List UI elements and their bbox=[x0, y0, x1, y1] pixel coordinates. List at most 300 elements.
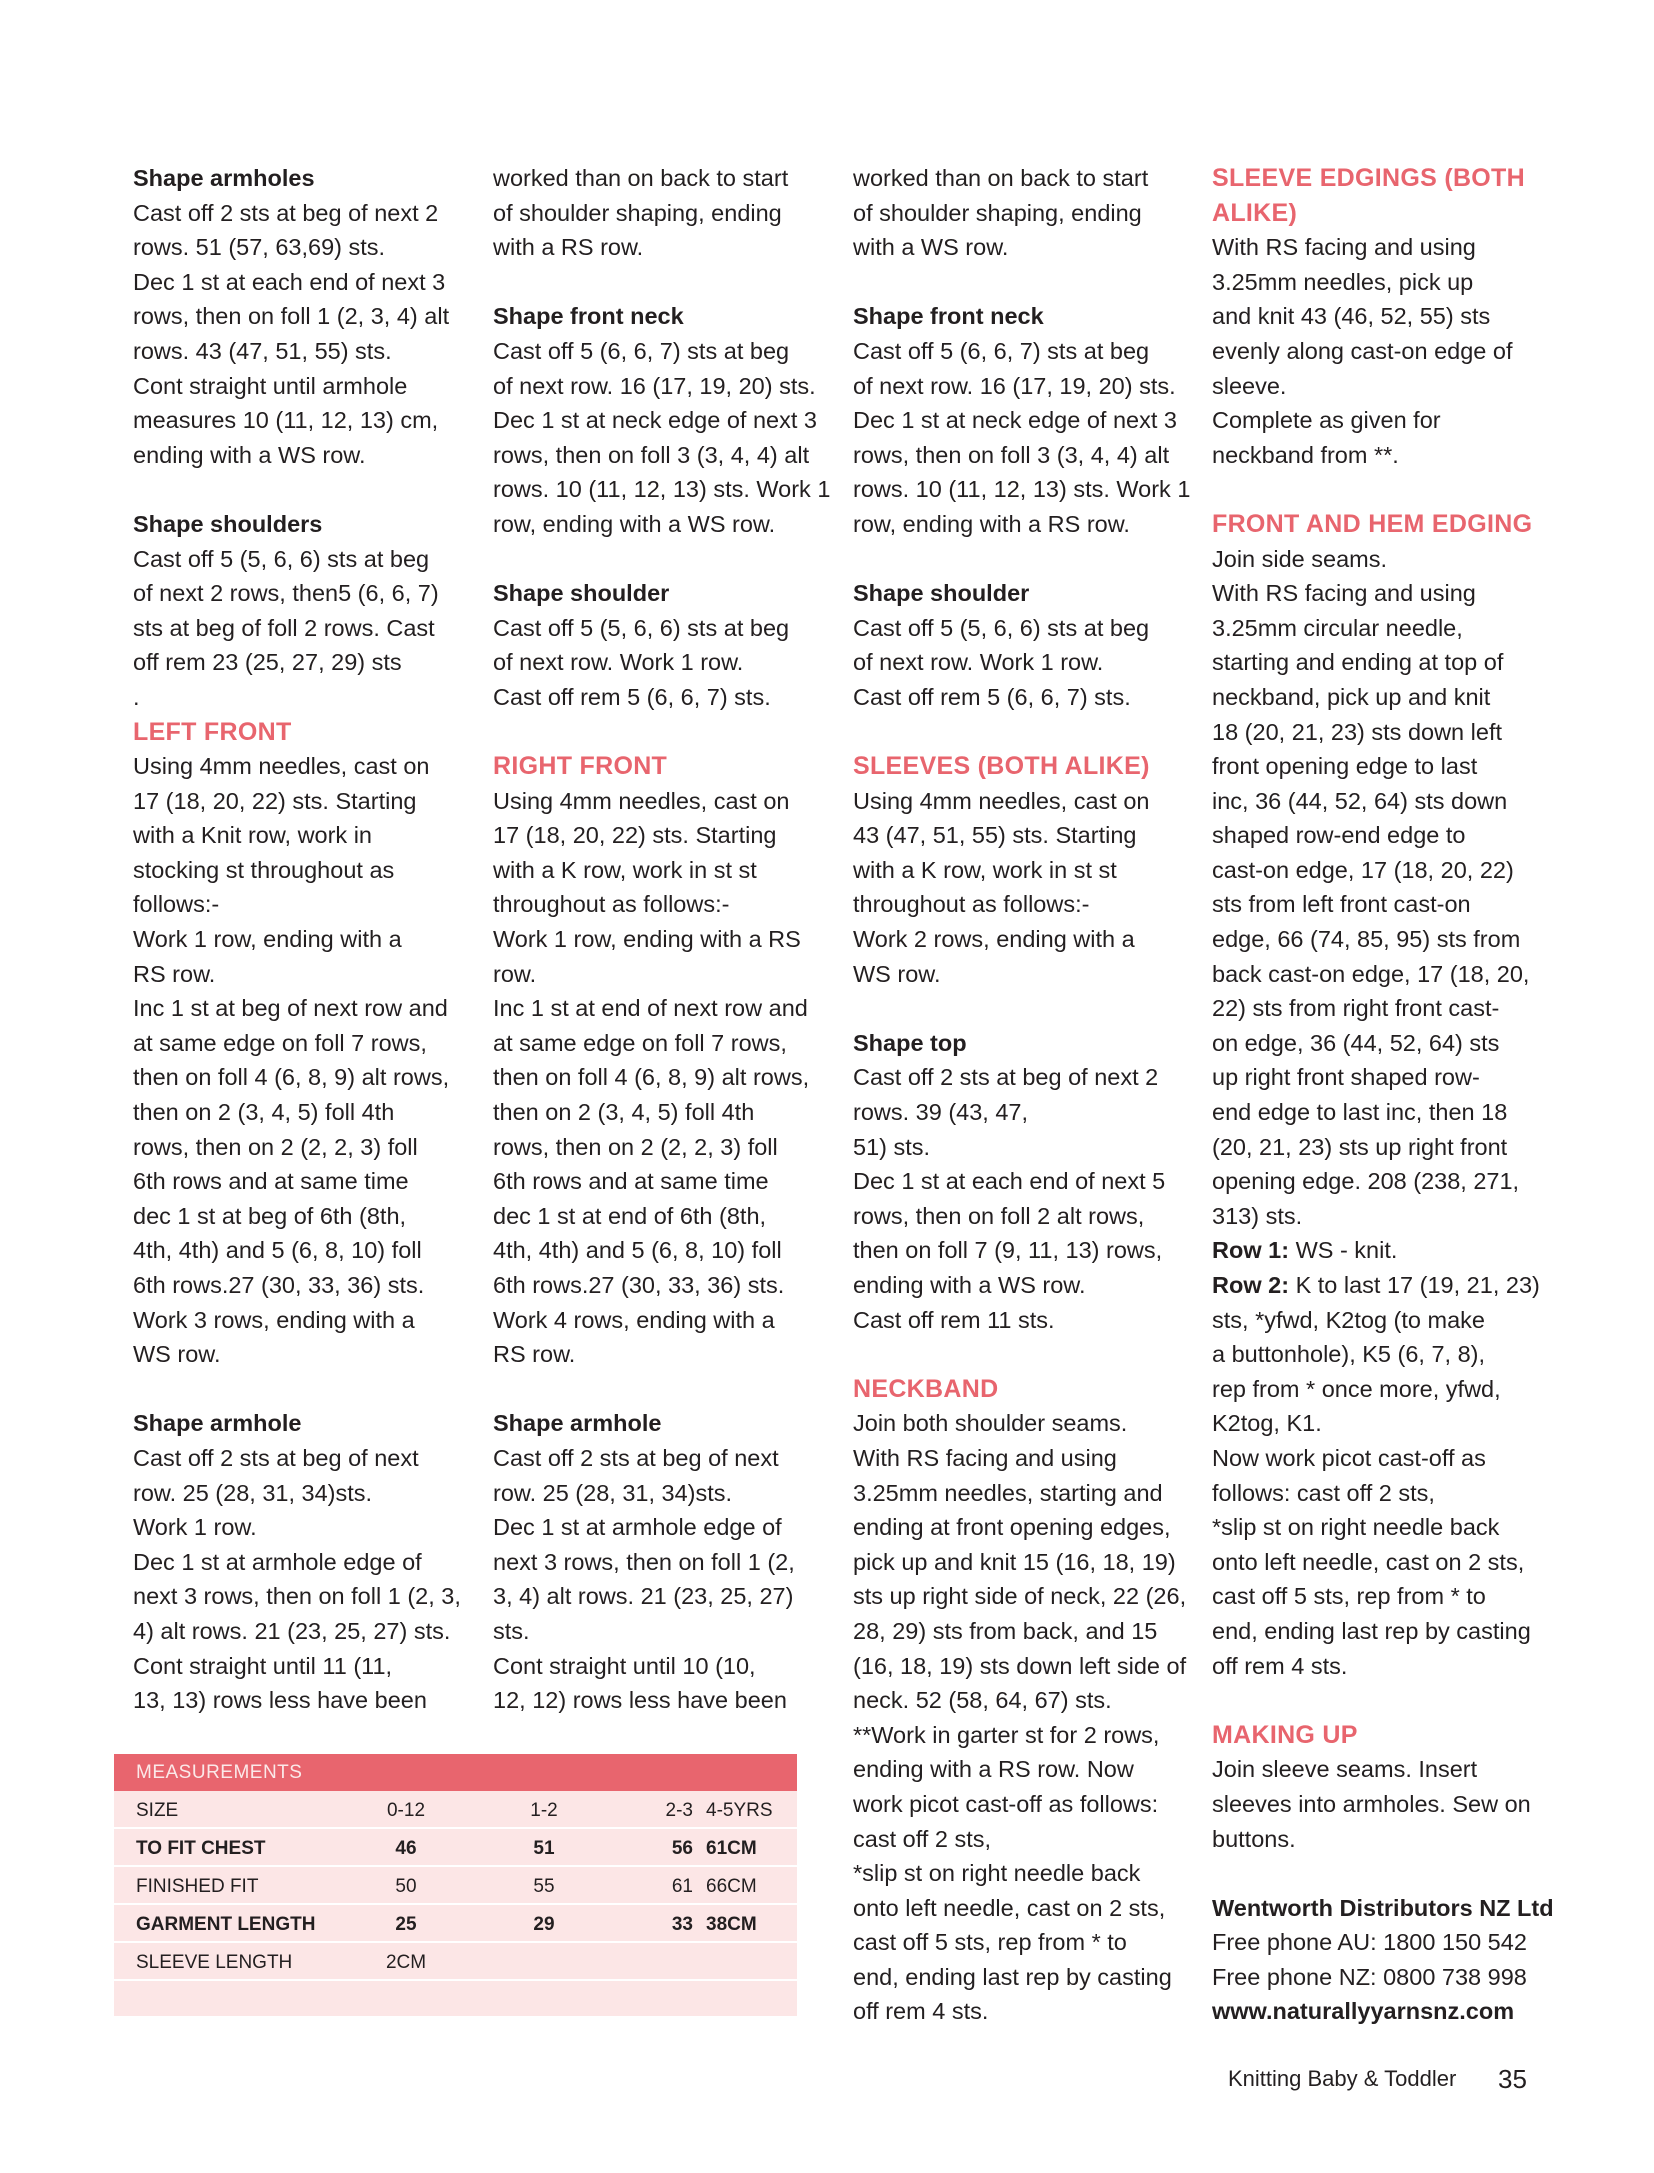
text-line bbox=[853, 1718, 1193, 1753]
line-text: sts at beg of foll 2 rows. Cast bbox=[133, 614, 435, 641]
line-text: stocking st throughout as bbox=[133, 856, 395, 883]
text-line bbox=[133, 438, 473, 473]
line-text: rows, then on foll 3 (3, 4, 4) alt bbox=[493, 441, 810, 468]
text-line bbox=[1212, 1303, 1557, 1338]
line-text: of shoulder shaping, ending bbox=[493, 199, 782, 226]
subheading bbox=[133, 507, 473, 542]
text-line bbox=[853, 1822, 1193, 1857]
text-line bbox=[133, 230, 473, 265]
line-text: With RS facing and using bbox=[1212, 580, 1476, 607]
line-text: rows. 43 (47, 51, 55) sts. bbox=[133, 337, 392, 364]
text-line bbox=[493, 1303, 833, 1338]
line-text: RS row. bbox=[493, 1341, 576, 1368]
line-text: ALIKE) bbox=[1212, 198, 1298, 227]
line-text: Using 4mm needles, cast on bbox=[853, 787, 1150, 814]
line-text: sts, *yfwd, K2tog (to make bbox=[1212, 1306, 1485, 1333]
line-text: SLEEVE EDGINGS (BOTH bbox=[1212, 164, 1525, 192]
line-text: then on foll 4 (6, 8, 9) alt rows, bbox=[493, 1064, 810, 1091]
text-line bbox=[493, 1095, 833, 1130]
row-label: Row 2: bbox=[1212, 1272, 1290, 1298]
text-line bbox=[1212, 1233, 1557, 1268]
line-text: 6th rows.27 (30, 33, 36) sts. bbox=[133, 1272, 425, 1298]
text-line bbox=[1212, 576, 1557, 611]
measurement-row bbox=[114, 1943, 797, 1981]
size-value: 1-2 bbox=[530, 1800, 558, 1821]
text-line bbox=[1212, 1476, 1557, 1511]
subheading bbox=[493, 576, 833, 611]
text-line bbox=[493, 1233, 833, 1268]
line-text: cast off 5 sts, rep from * to bbox=[1212, 1583, 1486, 1610]
line-text: Join sleeve seams. Insert bbox=[1212, 1756, 1478, 1783]
line-text: 17 (18, 20, 22) sts. Starting bbox=[133, 787, 417, 814]
text-line bbox=[1212, 230, 1557, 265]
line-text: ending at front opening edges, bbox=[853, 1514, 1171, 1541]
line-text: WS row. bbox=[133, 1341, 221, 1368]
line-text: rows. 51 (57, 63,69) sts. bbox=[133, 234, 386, 261]
text-line bbox=[133, 1095, 473, 1130]
line-text: Work 1 row, ending with a bbox=[133, 926, 402, 953]
line-text: Free phone NZ: 0800 738 998 bbox=[1212, 1963, 1527, 1990]
text-line bbox=[133, 1510, 473, 1545]
line-text: RS row. bbox=[133, 960, 216, 987]
measurement-row bbox=[114, 1829, 797, 1867]
line-text: Cast off rem 5 (6, 6, 7) sts. bbox=[493, 683, 771, 710]
text-line bbox=[493, 1337, 833, 1372]
text-line bbox=[133, 680, 473, 715]
text-line bbox=[853, 230, 1193, 265]
text-line bbox=[133, 1303, 473, 1338]
text-line bbox=[853, 1268, 1193, 1303]
size-value: 51 bbox=[533, 1838, 555, 1859]
text-line bbox=[1212, 680, 1557, 715]
line-text: Now work picot cast-off as bbox=[1212, 1444, 1486, 1471]
line-text: neckband from **. bbox=[1212, 441, 1399, 468]
line-text: next 3 rows, then on foll 1 (2, 3, bbox=[133, 1583, 461, 1610]
line-text: then on foll 7 (9, 11, 13) rows, bbox=[853, 1237, 1163, 1264]
line-text: Work 1 row. bbox=[133, 1514, 257, 1541]
line-text: ending with a WS row. bbox=[853, 1272, 1086, 1298]
line-text: Dec 1 st at each end of next 5 bbox=[853, 1168, 1166, 1195]
line-text: of next row. Work 1 row. bbox=[853, 649, 1104, 676]
line-text: follows: cast off 2 sts, bbox=[1212, 1479, 1435, 1506]
spacer bbox=[493, 265, 833, 300]
row-label: Row 1: bbox=[1212, 1237, 1290, 1264]
text-line bbox=[853, 1994, 1193, 2029]
line-text: back cast-on edge, 17 (18, 20, bbox=[1212, 960, 1530, 987]
column-3 bbox=[853, 161, 1193, 2029]
line-text: with a WS row. bbox=[853, 234, 1009, 261]
line-text: FRONT AND HEM EDGING bbox=[1212, 509, 1533, 538]
line-text: onto left needle, cast on 2 sts, bbox=[853, 1894, 1166, 1921]
line-text: Cast off 5 (5, 6, 6) sts at beg bbox=[133, 545, 430, 572]
text-line bbox=[1212, 818, 1557, 853]
text-line bbox=[853, 1925, 1193, 1960]
text-line bbox=[853, 818, 1193, 853]
text-line bbox=[1212, 1441, 1557, 1476]
text-line bbox=[493, 1476, 833, 1511]
text-line bbox=[853, 922, 1193, 957]
line-text: 28, 29) sts from back, and 15 bbox=[853, 1617, 1158, 1644]
text-line bbox=[133, 611, 473, 646]
size-value: 46 bbox=[395, 1838, 417, 1859]
text-line bbox=[853, 472, 1193, 507]
line-text: at same edge on foll 7 rows, bbox=[493, 1029, 787, 1056]
spacer bbox=[1212, 1856, 1557, 1891]
text-line bbox=[853, 1545, 1193, 1580]
line-text: Join side seams. bbox=[1212, 545, 1388, 572]
text-line bbox=[853, 853, 1193, 888]
text-line bbox=[853, 1960, 1193, 1995]
spacer bbox=[1212, 1683, 1557, 1718]
line-text: Shape shoulder bbox=[493, 580, 670, 607]
text-line bbox=[1212, 1268, 1557, 1303]
line-text: 22) sts from right front cast- bbox=[1212, 995, 1500, 1022]
line-text: with a K row, work in st st bbox=[853, 856, 1117, 883]
text-line bbox=[133, 991, 473, 1026]
text-line bbox=[493, 922, 833, 957]
line-text: end, ending last rep by casting bbox=[1212, 1617, 1531, 1644]
line-text: rows. 39 (43, 47, bbox=[853, 1099, 1029, 1126]
line-text: Shape front neck bbox=[493, 303, 684, 330]
section-heading bbox=[133, 715, 473, 750]
text-line bbox=[1212, 1164, 1557, 1199]
measurements-title: MEASUREMENTS bbox=[114, 1754, 797, 1791]
line-text: Using 4mm needles, cast on bbox=[493, 787, 790, 814]
line-text: . bbox=[133, 683, 140, 710]
line-text: front opening edge to last bbox=[1212, 753, 1478, 780]
line-text: opening edge. 208 (238, 271, bbox=[1212, 1168, 1520, 1195]
section-heading bbox=[493, 749, 833, 784]
text-line bbox=[493, 1130, 833, 1165]
line-text: 18 (20, 21, 23) sts down left bbox=[1212, 718, 1502, 745]
text-line bbox=[133, 1337, 473, 1372]
line-text: at same edge on foll 7 rows, bbox=[133, 1029, 427, 1056]
text-line bbox=[853, 1856, 1193, 1891]
size-value: 25 bbox=[395, 1914, 417, 1935]
line-text: end edge to last inc, then 18 bbox=[1212, 1099, 1508, 1126]
line-text: Free phone AU: 1800 150 542 bbox=[1212, 1929, 1527, 1956]
text-line bbox=[133, 1026, 473, 1061]
text-line bbox=[133, 1233, 473, 1268]
size-value: 61 bbox=[671, 1876, 693, 1897]
subheading bbox=[133, 1406, 473, 1441]
measurement-row bbox=[114, 1791, 797, 1829]
text-line bbox=[493, 1268, 833, 1303]
section-heading bbox=[853, 749, 1193, 784]
text-line bbox=[853, 334, 1193, 369]
text-line bbox=[133, 957, 473, 992]
line-text: with a Knit row, work in bbox=[133, 822, 373, 849]
text-line bbox=[1212, 645, 1557, 680]
text-line bbox=[1212, 299, 1557, 334]
text-line bbox=[1212, 369, 1557, 404]
line-text: Cast off 5 (5, 6, 6) sts at beg bbox=[493, 614, 790, 641]
line-text: Shape armhole bbox=[133, 1410, 302, 1437]
text-line bbox=[493, 369, 833, 404]
line-text: Cast off 2 sts at beg of next bbox=[493, 1444, 779, 1471]
size-value: 61CM bbox=[706, 1838, 757, 1859]
spacer bbox=[853, 265, 1193, 300]
spacer bbox=[853, 715, 1193, 750]
text-line bbox=[493, 507, 833, 542]
text-line bbox=[853, 1683, 1193, 1718]
subheading bbox=[133, 161, 473, 196]
text-line bbox=[1212, 1060, 1557, 1095]
line-text: row. 25 (28, 31, 34)sts. bbox=[133, 1479, 373, 1506]
line-text: With RS facing and using bbox=[853, 1444, 1117, 1471]
size-value: 55 bbox=[533, 1876, 555, 1897]
size-value: 50 bbox=[395, 1876, 417, 1897]
text-line bbox=[133, 403, 473, 438]
line-text: evenly along cast-on edge of bbox=[1212, 337, 1513, 364]
line-text: off rem 4 sts. bbox=[1212, 1652, 1348, 1679]
measurement-row bbox=[114, 1905, 797, 1943]
line-text: Shape front neck bbox=[853, 303, 1044, 330]
line-text: Cast off rem 11 sts. bbox=[853, 1306, 1055, 1333]
line-text: dec 1 st at end of 6th (8th, bbox=[493, 1202, 767, 1229]
column-2 bbox=[493, 161, 833, 1718]
text-line bbox=[1212, 403, 1557, 438]
measurement-label: TO FIT CHEST bbox=[136, 1838, 266, 1859]
line-text: sts from left front cast-on bbox=[1212, 891, 1471, 918]
line-text: 4th, 4th) and 5 (6, 8, 10) foll bbox=[493, 1237, 782, 1264]
line-text: dec 1 st at beg of 6th (8th, bbox=[133, 1202, 407, 1229]
section-heading bbox=[853, 1372, 1193, 1407]
line-text: ending with a RS row. Now bbox=[853, 1756, 1134, 1783]
line-text: throughout as follows:- bbox=[853, 891, 1090, 918]
section-heading bbox=[1212, 196, 1557, 231]
line-text: row. bbox=[493, 960, 537, 987]
line-text: 6th rows.27 (30, 33, 36) sts. bbox=[493, 1272, 785, 1298]
text-line bbox=[133, 334, 473, 369]
measurement-label: GARMENT LENGTH bbox=[136, 1914, 316, 1935]
line-text: worked than on back to start bbox=[853, 165, 1149, 191]
text-line bbox=[1212, 991, 1557, 1026]
line-text: onto left needle, cast on 2 sts, bbox=[1212, 1548, 1525, 1575]
line-text: 13, 13) rows less have been bbox=[133, 1687, 427, 1714]
line-text: LEFT FRONT bbox=[133, 717, 292, 746]
text-line bbox=[133, 1614, 473, 1649]
line-text: worked than on back to start bbox=[493, 165, 789, 191]
subheading bbox=[853, 299, 1193, 334]
text-line bbox=[133, 645, 473, 680]
line-text: off rem 4 sts. bbox=[853, 1998, 989, 2025]
text-line bbox=[853, 680, 1193, 715]
line-text: 43 (47, 51, 55) sts. Starting bbox=[853, 822, 1137, 849]
text-line bbox=[1212, 1925, 1557, 1960]
text-line bbox=[133, 1476, 473, 1511]
text-line bbox=[1212, 438, 1557, 473]
line-text: inc, 36 (44, 52, 64) sts down bbox=[1212, 787, 1508, 814]
line-text: 3.25mm needles, pick up bbox=[1212, 268, 1474, 295]
text-line bbox=[1212, 334, 1557, 369]
line-text: Shape top bbox=[853, 1029, 967, 1056]
line-text: throughout as follows:- bbox=[493, 891, 730, 918]
text-line bbox=[853, 1579, 1193, 1614]
text-line bbox=[133, 299, 473, 334]
text-line bbox=[493, 991, 833, 1026]
text-line bbox=[133, 818, 473, 853]
measurement-row bbox=[114, 1867, 797, 1905]
text-line bbox=[133, 1164, 473, 1199]
line-text: pick up and knit 15 (16, 18, 19) bbox=[853, 1548, 1176, 1575]
text-line bbox=[493, 1199, 833, 1234]
line-text: with a RS row. bbox=[493, 234, 644, 261]
text-line bbox=[853, 957, 1193, 992]
line-text: 6th rows and at same time bbox=[493, 1168, 769, 1195]
measurements-rows bbox=[114, 1791, 797, 1981]
text-line bbox=[493, 230, 833, 265]
text-line bbox=[1212, 1095, 1557, 1130]
text-line bbox=[853, 887, 1193, 922]
text-line bbox=[853, 1649, 1193, 1684]
line-text: Shape shoulder bbox=[853, 580, 1030, 607]
text-line bbox=[853, 1130, 1193, 1165]
size-value: 0-12 bbox=[386, 1800, 426, 1821]
text-line bbox=[853, 645, 1193, 680]
text-line bbox=[133, 1649, 473, 1684]
text-line bbox=[493, 1614, 833, 1649]
text-line bbox=[133, 576, 473, 611]
line-text: 12, 12) rows less have been bbox=[493, 1687, 787, 1714]
line-text: then on foll 4 (6, 8, 9) alt rows, bbox=[133, 1064, 450, 1091]
line-text: Work 2 rows, ending with a bbox=[853, 926, 1135, 953]
line-text: rows. 10 (11, 12, 13) sts. Work 1 bbox=[493, 476, 831, 503]
column-1 bbox=[133, 161, 473, 1718]
size-value: 2CM bbox=[385, 1952, 427, 1973]
line-text: of next row. Work 1 row. bbox=[493, 649, 744, 676]
line-text: next 3 rows, then on foll 1 (2, bbox=[493, 1548, 795, 1575]
size-value: 56 bbox=[671, 1838, 693, 1859]
spacer bbox=[1212, 472, 1557, 507]
line-text: (16, 18, 19) sts down left side of bbox=[853, 1652, 1187, 1679]
line-text: 4) alt rows. 21 (23, 25, 27) sts. bbox=[133, 1617, 451, 1644]
text-line bbox=[133, 887, 473, 922]
text-line bbox=[493, 1026, 833, 1061]
spacer bbox=[493, 1372, 833, 1407]
text-line bbox=[1212, 922, 1557, 957]
line-text: starting and ending at top of bbox=[1212, 649, 1504, 676]
line-text: **Work in garter st for 2 rows, bbox=[853, 1721, 1160, 1748]
line-text: work picot cast-off as follows: bbox=[853, 1790, 1159, 1817]
text-line bbox=[133, 369, 473, 404]
line-text: Shape armholes bbox=[133, 165, 315, 191]
text-line bbox=[133, 784, 473, 819]
line-text: cast off 5 sts, rep from * to bbox=[853, 1929, 1127, 1956]
spacer bbox=[853, 542, 1193, 577]
line-text: shaped row-end edge to bbox=[1212, 822, 1466, 849]
line-text: ending with a WS row. bbox=[133, 441, 366, 468]
line-text: sts. bbox=[493, 1617, 530, 1644]
spacer bbox=[493, 715, 833, 750]
subheading bbox=[493, 299, 833, 334]
line-text: rows. 10 (11, 12, 13) sts. Work 1 bbox=[853, 476, 1191, 503]
subheading bbox=[853, 576, 1193, 611]
text-line bbox=[1212, 1822, 1557, 1857]
size-value: 33 bbox=[671, 1914, 693, 1935]
text-line bbox=[853, 1787, 1193, 1822]
line-text: Inc 1 st at beg of next row and bbox=[133, 995, 448, 1022]
line-text: Complete as given for bbox=[1212, 407, 1441, 434]
line-text: edge, 66 (74, 85, 95) sts from bbox=[1212, 926, 1521, 953]
text-line bbox=[853, 1199, 1193, 1234]
text-line bbox=[1212, 784, 1557, 819]
text-line bbox=[133, 1683, 473, 1718]
text-line bbox=[493, 645, 833, 680]
line-text: rows, then on foll 3 (3, 4, 4) alt bbox=[853, 441, 1170, 468]
line-text: rep from * once more, yfwd, bbox=[1212, 1375, 1501, 1402]
text-line bbox=[493, 1545, 833, 1580]
text-line bbox=[853, 507, 1193, 542]
line-text: a buttonhole), K5 (6, 7, 8), bbox=[1212, 1341, 1486, 1368]
text-line bbox=[1212, 957, 1557, 992]
line-text: on edge, 36 (44, 52, 64) sts bbox=[1212, 1029, 1500, 1056]
publication-name: Knitting Baby & Toddler bbox=[1228, 2066, 1457, 2091]
text-line bbox=[853, 1406, 1193, 1441]
line-text: SLEEVES (BOTH ALIKE) bbox=[853, 752, 1150, 781]
text-line bbox=[853, 403, 1193, 438]
text-line bbox=[853, 1752, 1193, 1787]
text-line bbox=[493, 1683, 833, 1718]
text-line bbox=[853, 438, 1193, 473]
line-text: rows, then on 2 (2, 2, 3) foll bbox=[133, 1133, 418, 1160]
text-line bbox=[853, 1441, 1193, 1476]
line-text: neck. 52 (58, 64, 67) sts. bbox=[853, 1687, 1112, 1714]
line-text: sts up right side of neck, 22 (26, bbox=[853, 1583, 1187, 1610]
line-text: Dec 1 st at neck edge of next 3 bbox=[493, 407, 817, 434]
line-text: Dec 1 st at armhole edge of bbox=[493, 1514, 782, 1541]
line-text: neckband, pick up and knit bbox=[1212, 683, 1491, 710]
text-line bbox=[493, 887, 833, 922]
line-text: Cast off 2 sts at beg of next 2 bbox=[133, 199, 439, 226]
text-line bbox=[133, 1060, 473, 1095]
text-line bbox=[1212, 1787, 1557, 1822]
line-text: Cast off 5 (6, 6, 7) sts at beg bbox=[853, 337, 1150, 364]
line-text: Cont straight until 11 (11, bbox=[133, 1652, 393, 1679]
line-text: follows:- bbox=[133, 891, 220, 918]
text-line bbox=[853, 196, 1193, 231]
text-line bbox=[1212, 542, 1557, 577]
measurement-label: SIZE bbox=[136, 1800, 179, 1821]
text-line bbox=[1212, 265, 1557, 300]
size-value: 4-5YRS bbox=[706, 1800, 773, 1821]
line-text: MAKING UP bbox=[1212, 1720, 1358, 1749]
text-line bbox=[1212, 1406, 1557, 1441]
line-text: 3.25mm circular needle, bbox=[1212, 614, 1463, 641]
text-line bbox=[1212, 853, 1557, 888]
text-line bbox=[1212, 1614, 1557, 1649]
line-text: measures 10 (11, 12, 13) cm, bbox=[133, 407, 439, 434]
text-line bbox=[493, 1164, 833, 1199]
line-text: cast-on edge, 17 (18, 20, 22) bbox=[1212, 856, 1514, 883]
text-line bbox=[1212, 1130, 1557, 1165]
section-heading bbox=[1212, 161, 1557, 196]
line-text: Cast off 2 sts at beg of next 2 bbox=[853, 1064, 1159, 1091]
text-line bbox=[853, 1891, 1193, 1926]
line-text: Shape armhole bbox=[493, 1410, 662, 1437]
line-text: *slip st on right needle back bbox=[1212, 1514, 1500, 1541]
line-text: Cast off rem 5 (6, 6, 7) sts. bbox=[853, 683, 1131, 710]
text-line bbox=[133, 1199, 473, 1234]
text-line bbox=[853, 1510, 1193, 1545]
line-text: Shape shoulders bbox=[133, 510, 323, 537]
line-text: Cast off 2 sts at beg of next bbox=[133, 1444, 419, 1471]
text-line bbox=[133, 749, 473, 784]
line-text: Inc 1 st at end of next row and bbox=[493, 995, 808, 1022]
subheading bbox=[853, 1026, 1193, 1061]
text-line bbox=[493, 1441, 833, 1476]
text-line bbox=[853, 1476, 1193, 1511]
